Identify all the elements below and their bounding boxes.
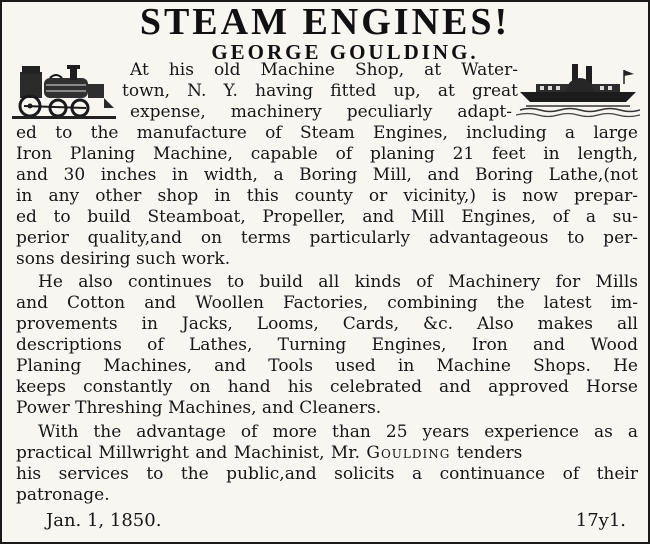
body-line: Power Threshing Machines, and Cleaners. xyxy=(16,398,382,418)
body-line: and 30 inches in width, a Boring Mill, and Boring Lathe,(not xyxy=(16,165,638,185)
body-line: perior quality,and on terms particularly advantageous to per- xyxy=(16,228,638,248)
body-line: He also continues to build all kinds of Machinery for Mills xyxy=(38,272,638,292)
body-line: town, N. Y. having fitted up, at great xyxy=(122,81,518,101)
body-line: his services to the public,and solicits a continuance of their xyxy=(16,464,638,484)
headline: STEAM ENGINES! xyxy=(139,1,511,43)
insertion-code: 17y1. xyxy=(575,510,626,531)
body-line-prefix: practical Millwright and Machinist, Mr. xyxy=(16,443,360,463)
body-line: ed to build Steamboat, Propeller, and Mill Engines, of a su- xyxy=(16,207,638,227)
body-line-suffix: tenders xyxy=(456,443,523,463)
body-line: patronage. xyxy=(16,485,110,505)
body-line: expense, machinery peculiarly adapt- xyxy=(130,102,512,122)
body-line: descriptions of Lathes, Turning Engines, Iron and Wood xyxy=(16,335,638,355)
body-line: in any other shop in this county or vicinity,) is now prepar- xyxy=(16,186,638,206)
surname-small-caps: Goulding xyxy=(366,443,451,463)
body-line: and Cotton and Woollen Factories, combining the latest im- xyxy=(16,293,638,313)
body-line: With the advantage of more than 25 years experience as a xyxy=(38,422,638,442)
body-line: At his old Machine Shop, at Water- xyxy=(130,60,518,80)
date-line: Jan. 1, 1850. xyxy=(46,510,162,531)
body-line: Planing Machines, and Tools used in Machine Shops. He xyxy=(16,356,638,376)
body-line: Iron Planing Machine, capable of planing 21 feet in length, xyxy=(16,144,638,164)
body-line: provements in Jacks, Looms, Cards, &c. Also makes all xyxy=(16,314,638,334)
body-line: ed to the manufacture of Steam Engines, including a large xyxy=(16,123,638,143)
steamboat-illustration xyxy=(516,62,640,118)
body-line: sons desiring such work. xyxy=(16,249,231,269)
locomotive-engine-illustration xyxy=(10,62,118,120)
advertiser-name: GEORGE GOULDING. xyxy=(211,40,479,64)
body-line-with-surname xyxy=(16,443,638,464)
body-line: keeps constantly on hand his celebrated and approved Horse xyxy=(16,377,638,397)
